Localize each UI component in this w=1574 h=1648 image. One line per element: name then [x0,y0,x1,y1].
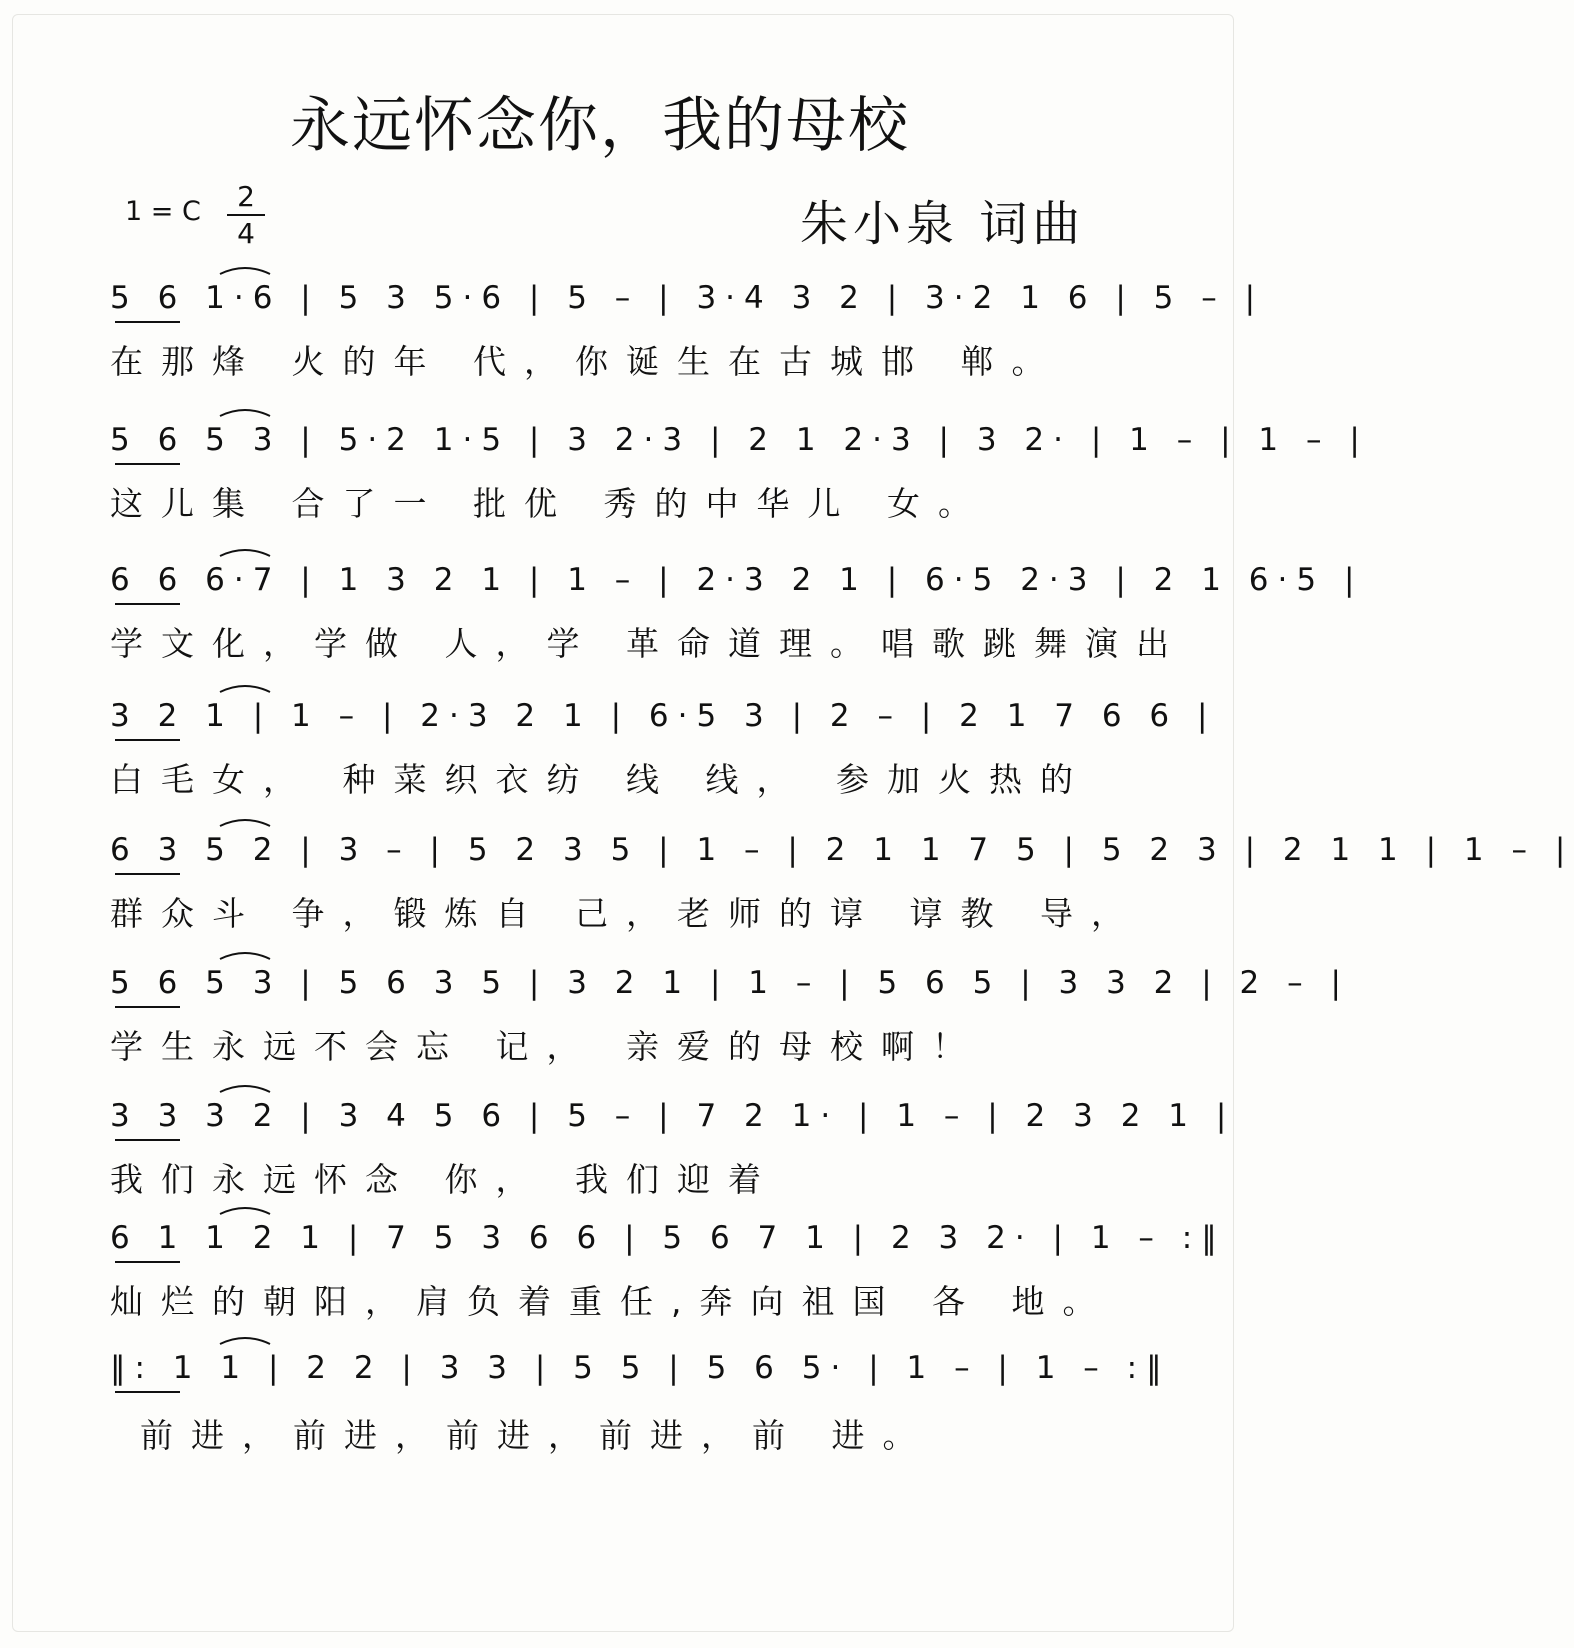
beam-lines [110,412,1369,472]
beam-lines [110,1088,1236,1148]
score-row [110,1210,1226,1360]
time-signature-bar [227,214,265,216]
beam-lines [110,822,1574,882]
beam-lines [110,1210,1226,1270]
song-title: 永远怀念你，我的母校 [290,91,910,161]
notation-line: 5 6 5 3 | 5·2 1·5 | 3 2·3 | 2 1 2·3 | 3 2· | 1 – | 1 – | [110,422,1369,458]
lyric-line: 我们永远怀念 你， 我们迎着 [110,1160,779,1199]
score-row [110,552,1364,702]
notation-line: 3 3 3 2 | 3 4 5 6 | 5 – | 7 2 1· | 1 – | 2 3 2 1 | [110,1098,1236,1134]
composer-credit: 朱小泉 词曲 [800,196,1086,252]
time-signature-bottom: 4 [237,217,255,250]
lyric-line: 在那烽 火的年 代，你诞生在古城邯 郸。 [110,342,1063,381]
notation-line: 6 6 6·7 | 1 3 2 1 | 1 – | 2·3 2 1 | 6·5 2·3 | 2 1 6·5 | [110,562,1364,598]
score-row [110,955,1350,1105]
lyric-line: 学生永远不会忘 记， 亲爱的母校啊！ [110,1027,983,1066]
score-row [110,270,1265,420]
beam-lines [110,270,1265,330]
beam-lines [110,955,1350,1015]
time-signature-top: 2 [237,180,255,213]
lyric-line: 这儿集 合了一 批优 秀的中华儿 女。 [110,484,989,523]
lyric-line: 白毛女， 种菜织衣纺 线 线， 参加火热的 [110,760,1091,799]
notation-line: 6 3 5 2 | 3 – | 5 2 3 5 | 1 – | 2 1 1 7 5 | 5 2 3 | 2 1 1 | 1 – | [110,832,1574,868]
score-row [110,412,1369,562]
beam-lines [110,552,1364,612]
notation-line: 6 1 1 2 1 | 7 5 3 6 6 | 5 6 7 1 | 2 3 2· | 1 – :‖ [110,1220,1226,1256]
beam-lines [110,1340,1171,1400]
lyric-line: 群众斗 争，锻炼自 己，老师的谆 谆教 导， [110,894,1142,933]
time-signature [223,180,269,250]
notation-line: 3 2 1 | 1 – | 2·3 2 1 | 6·5 3 | 2 – | 2 1 7 6 6 | [110,698,1217,734]
notation-line: 5 6 5 3 | 5 6 3 5 | 3 2 1 | 1 – | 5 6 5 | 3 3 2 | 2 – | [110,965,1350,1001]
lyric-line: 学文化，学做 人，学 革命道理。唱歌跳舞演出 [110,624,1187,663]
notation-line: 5 6 1·6 | 5 3 5·6 | 5 – | 3·4 3 2 | 3·2 1 6 | 5 – | [110,280,1265,316]
score-row [110,1340,1171,1490]
lyric-line: 灿烂的朝阳，肩负着重任,奔向祖国 各 地。 [110,1282,1114,1321]
beam-lines [110,688,1217,748]
notation-line: ‖: 1 1 | 2 2 | 3 3 | 5 5 | 5 6 5· | 1 – | 1 – :‖ [110,1350,1171,1386]
key-signature: 1 = C [125,196,201,227]
lyric-line: 前进，前进，前进，前进，前 进。 [140,1416,934,1455]
score-row [110,822,1574,972]
score-row [110,688,1217,838]
